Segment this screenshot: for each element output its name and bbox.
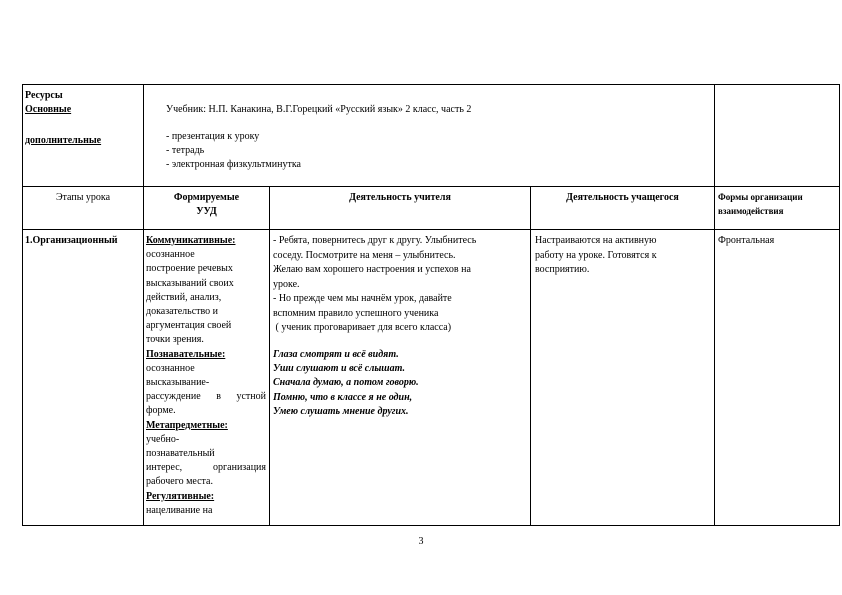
student-line: восприятию. — [535, 264, 590, 275]
poem-line: Умею слушать мнение других. — [273, 405, 409, 417]
table-col-divider-1 — [143, 84, 144, 526]
student-column — [535, 234, 657, 278]
teacher-line: - Но прежде чем мы начнём урок, давайте — [273, 293, 452, 304]
teacher-line: - Ребята, повернитесь друг к другу. Улыбнитесь — [273, 235, 477, 246]
header-teacher: Деятельность учителя — [349, 192, 451, 203]
header-forms-line1: Формы организации — [718, 192, 803, 202]
uud-line: учебно- — [146, 433, 180, 445]
table-border-left — [22, 84, 23, 526]
uud-line: форме. — [146, 405, 176, 417]
poem-line: Сначала думаю, а потом говорю. — [273, 377, 419, 389]
header-uud-line2: УУД — [196, 206, 217, 217]
uud-line: действий, анализ, — [146, 291, 222, 303]
uud-line: осознанное — [146, 249, 195, 261]
table-border-header-bottom — [22, 229, 840, 230]
uud-line: высказывание- — [146, 377, 210, 389]
header-stages: Этапы урока — [55, 192, 111, 203]
header-student: Деятельность учащегося — [566, 192, 679, 203]
table-border-right — [839, 84, 840, 526]
uud-line: доказательство и — [146, 306, 219, 318]
stage-organizational: 1.Организационный — [25, 235, 118, 246]
uud-line: рассуждение в устной — [146, 391, 266, 403]
table-col-divider-3 — [530, 186, 531, 526]
textbook-line: Учебник: Н.П. Канакина, В.Г.Горецкий «Русский язык» 2 класс, часть 2 — [166, 104, 472, 115]
uud-line: нацеливание на — [146, 504, 213, 516]
uud-reg-label: Регулятивные: — [146, 490, 215, 502]
poem-block — [273, 348, 419, 419]
teacher-line: Желаю вам хорошего настроения и успехов на — [273, 264, 471, 275]
uud-line: познавательный — [146, 448, 215, 460]
page-number: 3 — [418, 536, 424, 547]
header-forms-line2: взаимодействия — [718, 206, 784, 216]
table-border-top — [22, 84, 840, 85]
uud-column — [146, 234, 266, 518]
uud-line: точки зрения. — [146, 334, 204, 346]
teacher-line: соседу. Посмотрите на меня – улыбнитесь. — [273, 249, 456, 261]
teacher-line: уроке. — [273, 278, 300, 290]
resources-title: Ресурсы — [25, 90, 63, 101]
extra-resources-list — [166, 130, 301, 172]
extra-resource-item: - тетрадь — [166, 145, 205, 156]
poem-line: Помню, что в классе я не один, — [273, 391, 413, 403]
uud-line: аргументация своей — [146, 320, 232, 332]
uud-line: построение речевых — [146, 263, 233, 275]
poem-line: Глаза смотрят и всё видят. — [273, 349, 399, 360]
uud-cog-label: Познавательные: — [146, 348, 226, 360]
poem-line: Уши слушают и всё слышат. — [273, 363, 406, 375]
student-line: Настраиваются на активную — [535, 235, 657, 246]
uud-comm-label: Коммуникативные: — [146, 235, 236, 246]
teacher-line: вспомним правило успешного ученика — [273, 307, 439, 319]
uud-line: рабочего места. — [146, 476, 213, 488]
uud-line: высказываний своих — [146, 277, 234, 289]
uud-line: интерес, организация — [146, 462, 266, 474]
teacher-line: ( ученик проговаривает для всего класса) — [273, 322, 452, 333]
resources-extra-label: дополнительные — [25, 135, 102, 146]
uud-line: осознанное — [146, 362, 195, 374]
header-uud-line1: Формируемые — [173, 192, 240, 203]
table-border-resources-bottom — [22, 186, 840, 187]
table-col-divider-2 — [269, 186, 270, 526]
extra-resource-item: - электронная физкультминутка — [166, 159, 301, 170]
table-col-divider-5 — [714, 84, 715, 526]
resources-main-label: Основные — [25, 104, 72, 115]
interaction-form: Фронтальная — [718, 235, 775, 246]
extra-resource-item: - презентация к уроку — [166, 131, 260, 142]
student-line: работу на уроке. Готовятся к — [535, 249, 657, 261]
uud-meta-label: Метапредметные: — [146, 419, 228, 431]
teacher-column — [273, 234, 476, 336]
table-border-bottom — [22, 525, 840, 526]
